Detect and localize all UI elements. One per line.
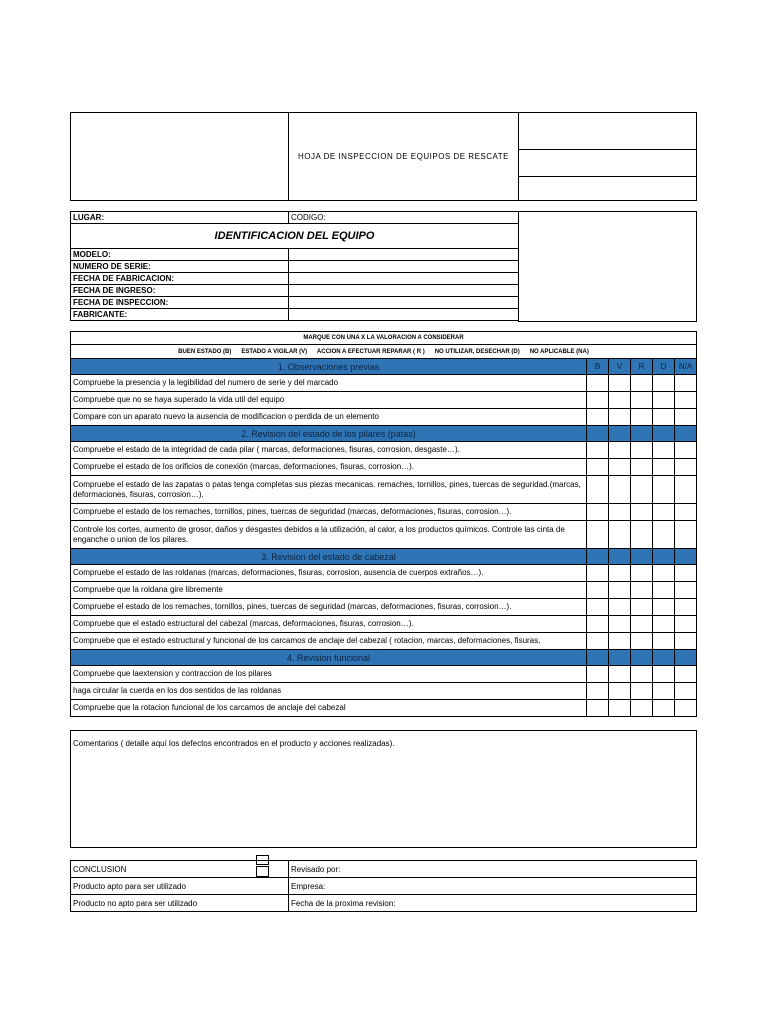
rating-cell-na[interactable] <box>675 599 697 616</box>
conclusion-table <box>70 860 697 912</box>
section-title: 4. Revision funcional <box>71 650 587 666</box>
empresa-field[interactable]: Empresa: <box>289 878 697 895</box>
ident-field-value[interactable] <box>289 273 519 285</box>
checklist-item-text: Compruebe que el estado estructural del cabezal (marcas, deformaciones, fisuras, corrosion…). <box>71 616 587 633</box>
checklist-item-text: Compruebe el estado de los remaches, tornillos, pines, tuercas de seguridad (marcas, deformaciones, fisuras, corrosion…). <box>71 599 587 616</box>
rating-cell-r[interactable] <box>631 392 653 409</box>
rating-cell-d[interactable] <box>653 521 675 549</box>
rating-cell-b[interactable] <box>587 409 609 426</box>
header-logo-cell <box>70 112 289 201</box>
rating-cell-v[interactable] <box>609 683 631 700</box>
codigo-label: CODIGO: <box>289 212 519 224</box>
rating-cell-na[interactable] <box>675 409 697 426</box>
rating-cell-v[interactable] <box>609 504 631 521</box>
section-title: 2. Revision del estado de los pilares (patas) <box>71 426 587 442</box>
column-header-v: V <box>609 359 631 375</box>
rating-cell-r[interactable] <box>631 599 653 616</box>
rating-cell-v[interactable] <box>609 521 631 549</box>
checklist-row <box>71 666 697 683</box>
producto-no-apto-label: Producto no apto para ser utilizado <box>71 895 289 912</box>
rating-cell-na[interactable] <box>675 633 697 650</box>
checklist-row <box>71 392 697 409</box>
identification-title: IDENTIFICACION DEL EQUIPO <box>71 224 519 249</box>
rating-cell-d[interactable] <box>653 599 675 616</box>
rating-cell-d[interactable] <box>653 504 675 521</box>
rating-cell-r[interactable] <box>631 476 653 504</box>
checklist-row <box>71 409 697 426</box>
rating-cell-r[interactable] <box>631 700 653 717</box>
checklist-row <box>71 565 697 582</box>
rating-cell-b[interactable] <box>587 442 609 459</box>
column-header-blank <box>587 426 609 442</box>
page-title: HOJA DE INSPECCION DE EQUIPOS DE RESCATE <box>298 152 509 161</box>
rating-cell-b[interactable] <box>587 375 609 392</box>
column-header-na: N/A <box>675 359 697 375</box>
rating-cell-d[interactable] <box>653 392 675 409</box>
rating-cell-b[interactable] <box>587 392 609 409</box>
column-header-blank <box>653 549 675 565</box>
instruction-text: MARQUE CON UNA X LA VALORACION A CONSIDERAR <box>71 332 697 345</box>
rating-cell-na[interactable] <box>675 683 697 700</box>
column-header-blank <box>653 650 675 666</box>
checklist-item-text: Compare con un aparato nuevo la ausencia de modificacion o perdida de un elemento <box>71 409 587 426</box>
rating-cell-r[interactable] <box>631 565 653 582</box>
column-header-blank <box>587 549 609 565</box>
section-header <box>71 359 697 375</box>
rating-cell-v[interactable] <box>609 476 631 504</box>
ident-row <box>71 309 519 321</box>
checklist-item-text: Compruebe que el estado estructural y funcional de los carcamos de anclaje del cabezal ( rotacion, marcas, deformaciones, fisuras, <box>71 633 587 650</box>
rating-cell-v[interactable] <box>609 375 631 392</box>
rating-cell-d[interactable] <box>653 476 675 504</box>
checklist-row <box>71 582 697 599</box>
rating-cell-d[interactable] <box>653 375 675 392</box>
rating-cell-b[interactable] <box>587 582 609 599</box>
rating-cell-b[interactable] <box>587 565 609 582</box>
checklist-row <box>71 616 697 633</box>
rating-cell-na[interactable] <box>675 459 697 476</box>
checklist-row <box>71 683 697 700</box>
column-header-blank <box>609 426 631 442</box>
checklist-item-text: Compruebe que la roldana gire libremente <box>71 582 587 599</box>
rating-cell-d[interactable] <box>653 459 675 476</box>
header-title-cell <box>288 112 519 201</box>
checklist-item-text: Compruebe el estado de los remaches, tornillos, pines, tuercas de seguridad (marcas, deformaciones, fisuras, corrosion…). <box>71 504 587 521</box>
ident-row <box>71 273 519 285</box>
rating-cell-r[interactable] <box>631 666 653 683</box>
rating-cell-d[interactable] <box>653 442 675 459</box>
ident-field-label: MODELO: <box>71 249 289 261</box>
checklist-row <box>71 521 697 549</box>
rating-cell-r[interactable] <box>631 459 653 476</box>
ident-field-value[interactable] <box>289 261 519 273</box>
checklist-item-text: Compruebe que la rotacion funcional de los carcamos de anclaje del cabezal <box>71 700 587 717</box>
rating-cell-v[interactable] <box>609 633 631 650</box>
section-header <box>71 549 697 565</box>
rating-cell-v[interactable] <box>609 459 631 476</box>
header-meta-3 <box>518 176 697 201</box>
identification-table <box>70 211 519 321</box>
checklist-item-text: Compruebe el estado de las roldanas (marcas, deformaciones, fisuras, corrosion, ausencia de cuerpos extraños…). <box>71 565 587 582</box>
ident-field-label: FECHA DE FABRICACION: <box>71 273 289 285</box>
rating-cell-v[interactable] <box>609 666 631 683</box>
ident-field-value[interactable] <box>289 249 519 261</box>
rating-cell-na[interactable] <box>675 442 697 459</box>
checklist-item-text: Compruebe que no se haya superado la vida util del equipo <box>71 392 587 409</box>
rating-cell-v[interactable] <box>609 392 631 409</box>
column-header-blank <box>609 650 631 666</box>
rating-cell-b[interactable] <box>587 504 609 521</box>
section-title: 3. Revision del estado de cabezal <box>71 549 587 565</box>
rating-cell-v[interactable] <box>609 582 631 599</box>
ident-field-value[interactable] <box>289 309 519 321</box>
checklist-row <box>71 375 697 392</box>
ident-field-label: FABRICANTE: <box>71 309 289 321</box>
ident-row <box>71 285 519 297</box>
header-meta-1 <box>518 112 697 150</box>
lugar-label: LUGAR: <box>71 212 289 224</box>
checklist-item-text: Compruebe la presencia y la legibilidad del numero de serie y del marcado <box>71 375 587 392</box>
rating-cell-na[interactable] <box>675 521 697 549</box>
rating-cell-b[interactable] <box>587 599 609 616</box>
checklist-row <box>71 442 697 459</box>
section-title: 1. Observaciones previas <box>71 359 587 375</box>
rating-cell-v[interactable] <box>609 599 631 616</box>
rating-cell-r[interactable] <box>631 616 653 633</box>
checklist-row <box>71 459 697 476</box>
rating-cell-r[interactable] <box>631 375 653 392</box>
proxima-revision-field[interactable]: Fecha de la proxima revision: <box>289 895 697 912</box>
rating-cell-b[interactable] <box>587 633 609 650</box>
column-header-blank <box>653 426 675 442</box>
rating-cell-na[interactable] <box>675 616 697 633</box>
rating-cell-na[interactable] <box>675 565 697 582</box>
checklist-row <box>71 700 697 717</box>
rating-cell-b[interactable] <box>587 521 609 549</box>
rating-cell-d[interactable] <box>653 633 675 650</box>
identification-side-box <box>518 211 697 322</box>
rating-cell-v[interactable] <box>609 700 631 717</box>
rating-cell-na[interactable] <box>675 375 697 392</box>
rating-cell-r[interactable] <box>631 521 653 549</box>
checklist-item-text: Controle los cortes, aumento de grosor, daños y desgastes debidos a la utilización, al calor, a los productos químicos. Controle las cinta de enganche o union de los pilares. <box>71 521 587 549</box>
column-header-blank <box>675 549 697 565</box>
rating-cell-b[interactable] <box>587 683 609 700</box>
ident-row <box>71 297 519 309</box>
column-header-blank <box>675 650 697 666</box>
ident-row <box>71 261 519 273</box>
checklist-row <box>71 504 697 521</box>
rating-cell-b[interactable] <box>587 476 609 504</box>
rating-cell-na[interactable] <box>675 582 697 599</box>
rating-cell-v[interactable] <box>609 409 631 426</box>
comments-label: Comentarios ( detalle aquí los defectos encontrados en el producto y acciones realizadas). <box>73 739 395 748</box>
header-meta-2 <box>518 149 697 177</box>
ident-field-label: FECHA DE INGRESO: <box>71 285 289 297</box>
rating-cell-b[interactable] <box>587 459 609 476</box>
rating-cell-v[interactable] <box>609 565 631 582</box>
ident-row <box>71 249 519 261</box>
rating-cell-d[interactable] <box>653 565 675 582</box>
rating-cell-d[interactable] <box>653 409 675 426</box>
rating-cell-r[interactable] <box>631 633 653 650</box>
section-header <box>71 650 697 666</box>
rating-cell-r[interactable] <box>631 683 653 700</box>
rating-cell-r[interactable] <box>631 409 653 426</box>
column-header-d: D <box>653 359 675 375</box>
rating-cell-v[interactable] <box>609 442 631 459</box>
checklist-row <box>71 476 697 504</box>
checklist-item-text: haga circular la cuerda en los dos sentidos de las roldanas <box>71 683 587 700</box>
rating-cell-na[interactable] <box>675 666 697 683</box>
column-header-b: B <box>587 359 609 375</box>
ident-field-value[interactable] <box>289 285 519 297</box>
rating-cell-b[interactable] <box>587 666 609 683</box>
rating-cell-na[interactable] <box>675 392 697 409</box>
producto-apto-label: Producto apto para ser utilizado <box>71 878 289 895</box>
rating-cell-r[interactable] <box>631 582 653 599</box>
rating-cell-b[interactable] <box>587 616 609 633</box>
column-header-blank <box>587 650 609 666</box>
column-header-blank <box>631 549 653 565</box>
column-header-r: R <box>631 359 653 375</box>
rating-cell-d[interactable] <box>653 700 675 717</box>
checklist-item-text: Compruebe que laextension y contraccion de los pilares <box>71 666 587 683</box>
revisado-por-field[interactable]: Revisado por: <box>289 861 697 878</box>
ident-field-label: FECHA DE INSPECCION: <box>71 297 289 309</box>
rating-cell-v[interactable] <box>609 616 631 633</box>
checklist-item-text: Compruebe el estado de los orificios de conexión (marcas, deformaciones, fisuras, corrosion…). <box>71 459 587 476</box>
rating-legend: BUEN ESTADO (B) ESTADO A VIGILAR (V) ACCION A EFECTUAR REPARAR ( R ) NO UTILIZAR, DESECHAR (D) NO APLICABLE (NA) <box>71 345 697 359</box>
rating-cell-r[interactable] <box>631 442 653 459</box>
checklist-table <box>70 331 697 717</box>
section-header <box>71 426 697 442</box>
rating-cell-b[interactable] <box>587 700 609 717</box>
rating-cell-na[interactable] <box>675 504 697 521</box>
conclusion-label: CONCLUSION <box>71 861 289 878</box>
ident-field-value[interactable] <box>289 297 519 309</box>
checklist-item-text: Compruebe el estado de la integridad de cada pilar ( marcas, deformaciones, fisuras, corrosion, desgaste…). <box>71 442 587 459</box>
rating-cell-na[interactable] <box>675 476 697 504</box>
rating-cell-d[interactable] <box>653 582 675 599</box>
rating-cell-na[interactable] <box>675 700 697 717</box>
column-header-blank <box>675 426 697 442</box>
column-header-blank <box>631 650 653 666</box>
ident-field-label: NUMERO DE SERIE: <box>71 261 289 273</box>
column-header-blank <box>631 426 653 442</box>
rating-cell-d[interactable] <box>653 616 675 633</box>
column-header-blank <box>609 549 631 565</box>
checklist-item-text: Compruebe el estado de las zapatas o patas tenga completas sus piezas mecanicas. remaches, tornillos, pines, tuercas de seguridad.(marcas, deformaciones, fisuras, corrosion…). <box>71 476 587 504</box>
checklist-row <box>71 633 697 650</box>
rating-cell-r[interactable] <box>631 504 653 521</box>
comments-box[interactable] <box>70 730 697 848</box>
checklist-row <box>71 599 697 616</box>
rating-cell-d[interactable] <box>653 683 675 700</box>
rating-cell-d[interactable] <box>653 666 675 683</box>
